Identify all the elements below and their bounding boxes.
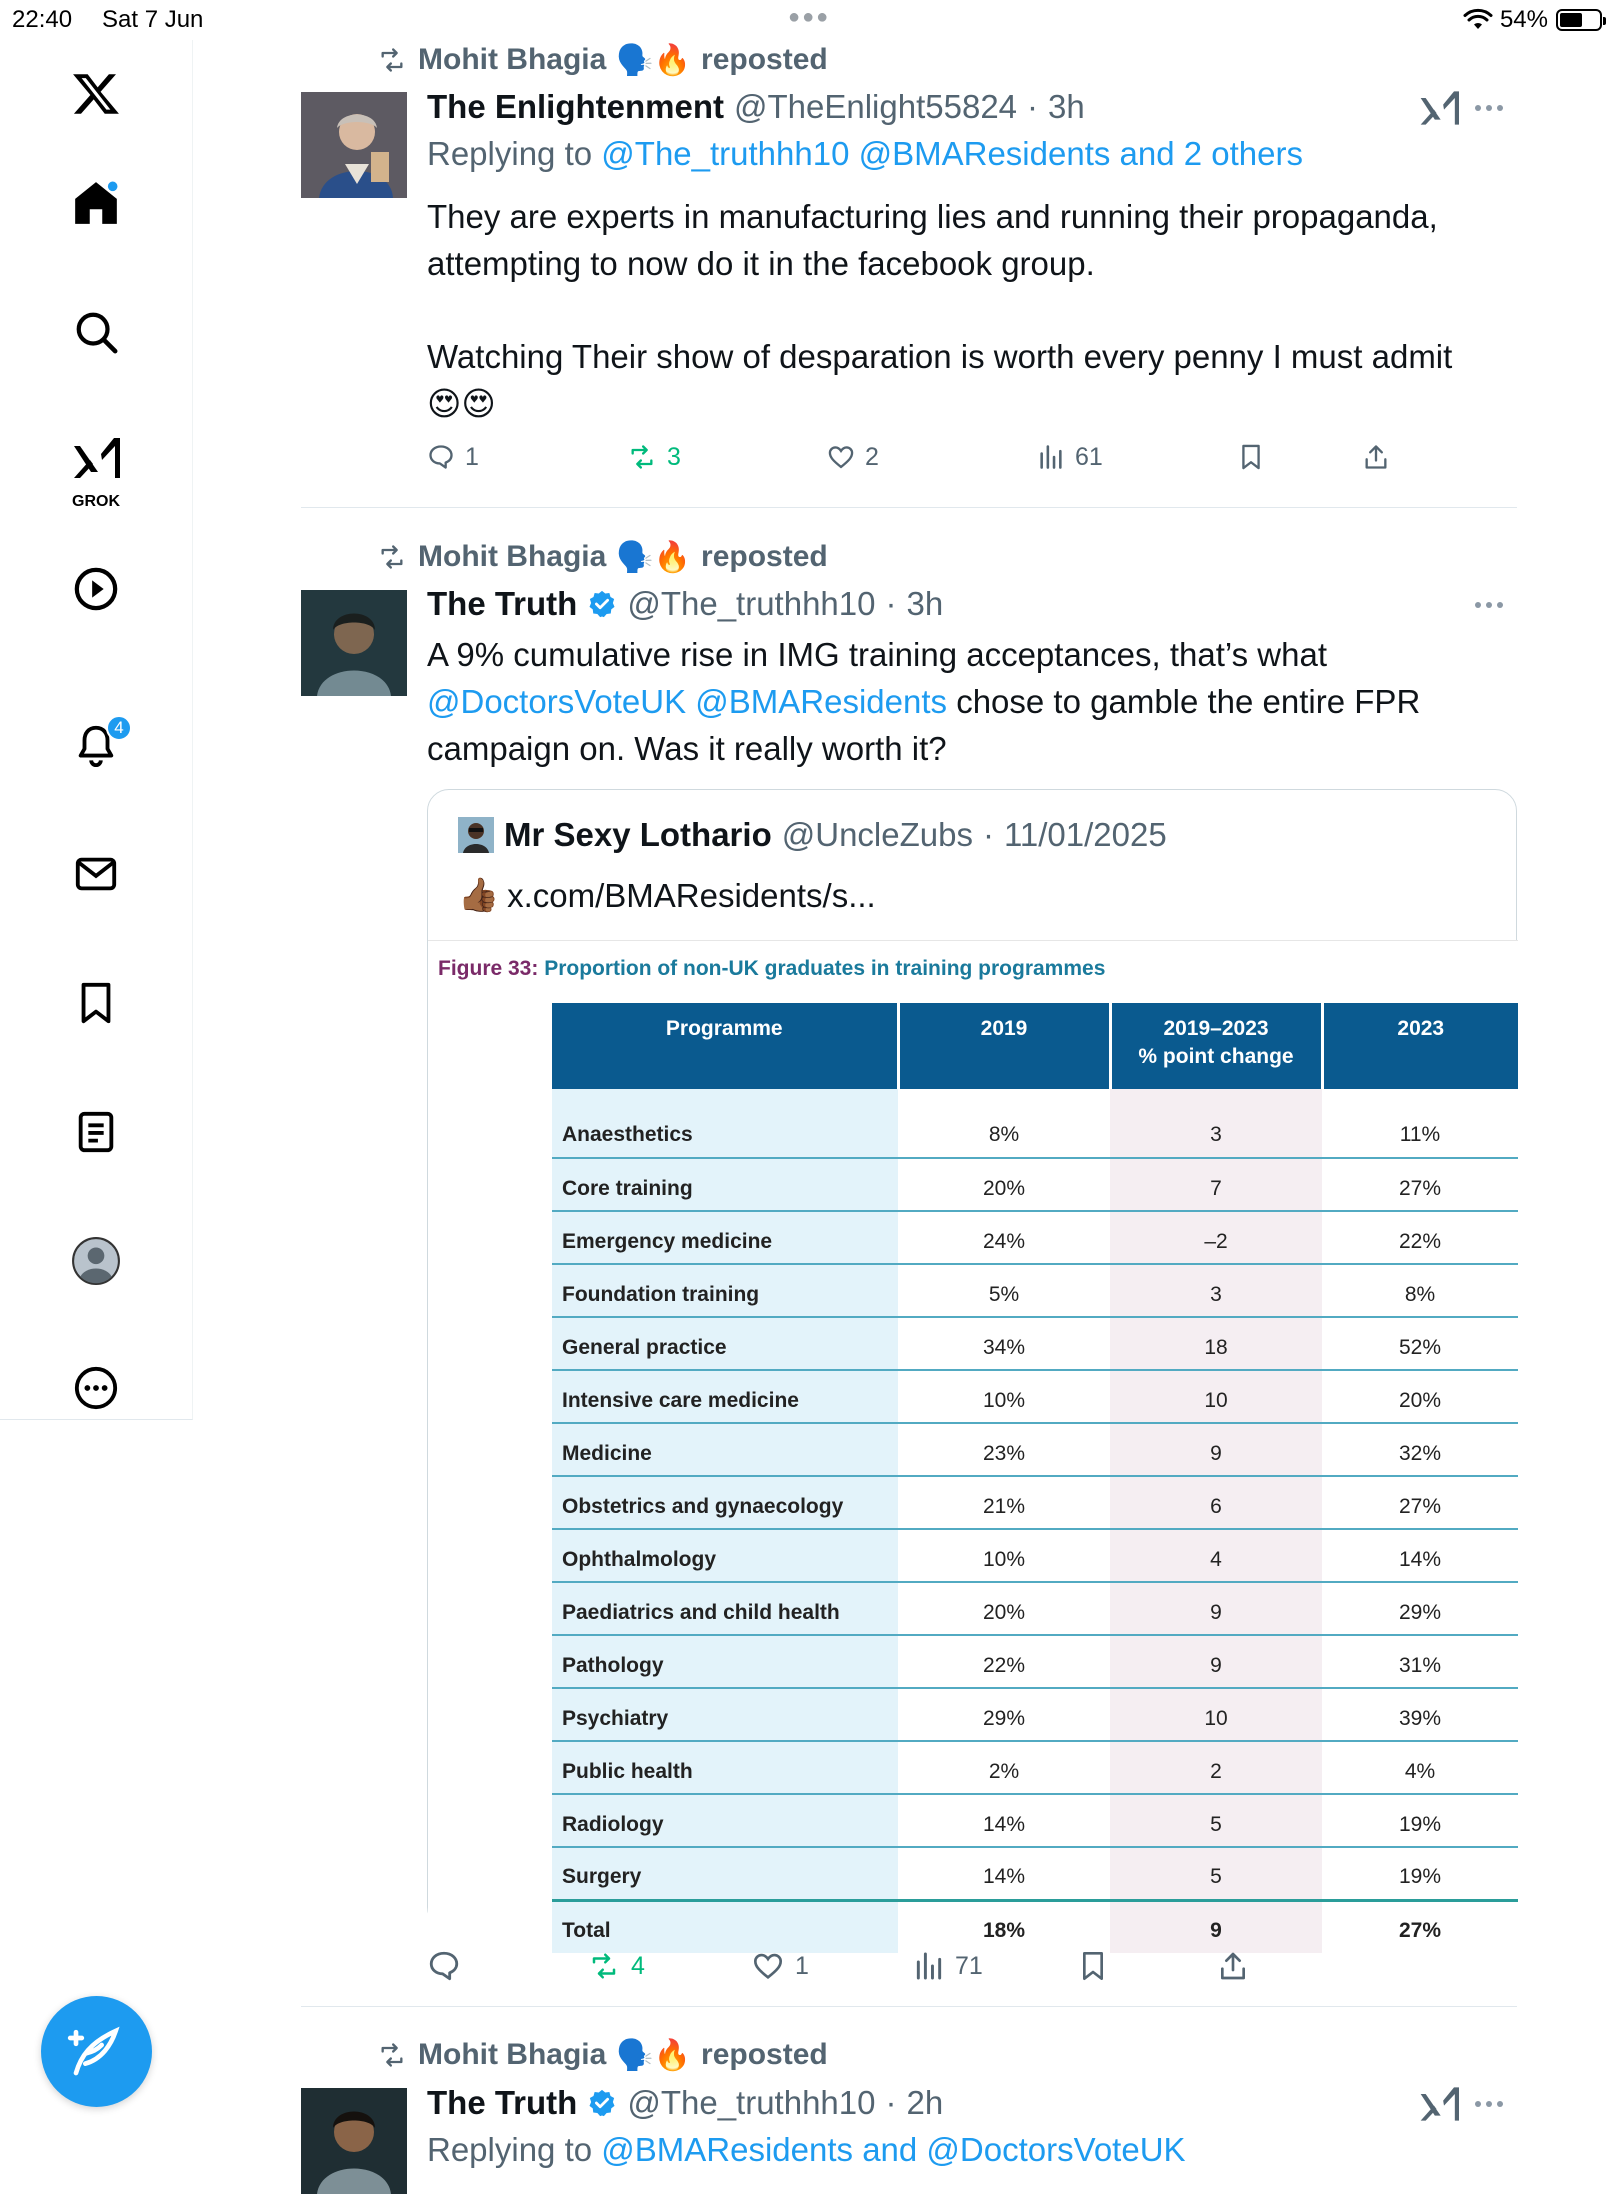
tweet-text-line: A 9% cumulative rise in IMG training acceptances, that’s what [427,636,1327,673]
table-body [552,1089,1518,1953]
separator-dot: · [1027,88,1039,125]
quote-image-table [428,940,1518,1943]
compose-icon [69,2024,125,2080]
tweet-divider [301,507,1517,508]
author-handle[interactable]: @The_truthhh10 [627,2084,876,2121]
status-date: Sat 7 Jun [102,6,204,33]
compose-button[interactable] [41,1996,152,2107]
views-count: 61 [1075,442,1103,471]
value-2023-cell: 20% [1322,1370,1518,1423]
reply-button[interactable] [427,1944,461,1988]
grok-explain-icon[interactable] [1419,88,1459,128]
share-icon [1217,1950,1249,1982]
share-button[interactable] [1362,435,1390,479]
replying-to [427,135,1303,173]
programme-cell: Foundation training [552,1264,898,1317]
more-options-icon[interactable] [1469,98,1509,118]
repost-user[interactable]: Mohit Bhagia [418,43,607,76]
repost-count: 4 [631,1951,645,1980]
programme-cell: General practice [552,1317,898,1370]
change-cell: 5 [1110,1794,1322,1847]
table-row [552,1476,1518,1529]
change-cell: 2 [1110,1741,1322,1794]
bookmark-button[interactable] [1237,435,1265,479]
notifications-badge: 4 [106,715,132,741]
change-cell: 18 [1110,1317,1322,1370]
column-header: 2019 [898,1003,1110,1089]
repost-user[interactable]: Mohit Bhagia [418,2038,607,2071]
grok-label: GROK [72,493,120,510]
value-2023-cell: 11% [1322,1105,1518,1158]
table-row [552,1529,1518,1582]
programme-cell: Emergency medicine [552,1211,898,1264]
repost-emoji: 🗣️🔥 [616,43,692,77]
tweet-mentions[interactable]: @DoctorsVoteUK @BMAResidents [427,683,948,720]
like-count: 1 [795,1951,809,1980]
tweet-actions [427,1944,1517,1988]
tweet-text-line [427,678,1497,725]
change-cell: 9 [1110,1635,1322,1688]
wifi-icon [1464,9,1492,31]
total-2019-cell: 18% [898,1900,1110,1953]
repost-context [376,537,828,577]
value-2023-cell: 19% [1322,1847,1518,1900]
tweet-time[interactable]: 2h [906,2084,944,2121]
programme-cell: Medicine [552,1423,898,1476]
author-handle[interactable]: @The_truthhh10 [627,585,876,622]
table-row [552,1741,1518,1794]
share-icon [1362,443,1390,471]
programme-cell: Ophthalmology [552,1529,898,1582]
change-cell: 9 [1110,1582,1322,1635]
change-cell: 6 [1110,1476,1322,1529]
table-header-row [552,1003,1518,1089]
views-icon [1037,443,1065,471]
repost-count: 3 [667,442,681,471]
value-2023-cell: 32% [1322,1423,1518,1476]
battery-percent: 54% [1499,6,1548,33]
change-cell: 9 [1110,1423,1322,1476]
value-2023-cell: 22% [1322,1211,1518,1264]
replying-mentions[interactable]: @The_truthhh10 @BMAResidents and 2 others [601,135,1303,172]
repost-label: reposted [701,43,828,76]
verified-icon [587,589,617,619]
status-time: 22:40 [12,6,73,33]
reply-count: 1 [465,442,479,471]
total-label-cell: Total [552,1900,898,1953]
column-header: 2019–2023 % point change [1110,1003,1322,1089]
author-handle[interactable]: @TheEnlight55824 [734,88,1018,125]
quote-author-name: Mr Sexy Lothario [504,816,772,853]
lists-icon[interactable] [66,1102,126,1162]
more-options-icon[interactable] [1469,2094,1509,2114]
author-name[interactable]: The Truth [427,585,578,622]
share-button[interactable] [1217,1944,1249,1988]
programme-cell: Pathology [552,1635,898,1688]
tweet-text-line: attempting to now do it in the facebook group. [427,245,1095,282]
table-row [552,1635,1518,1688]
value-2023-cell: 39% [1322,1688,1518,1741]
reply-icon [427,1949,461,1983]
tweet-text-blank [427,287,1497,333]
status-bar [0,0,1620,40]
table-row [552,1317,1518,1370]
repost-context [376,2035,828,2075]
table-spacer [552,1089,1518,1105]
value-2019-cell: 8% [898,1105,1110,1158]
bell-icon[interactable] [66,715,126,775]
like-button[interactable] [827,435,879,479]
replying-prefix: Replying to [427,135,593,172]
quote-date: 11/01/2025 [1003,816,1167,853]
tweet-header [427,85,1085,129]
bookmark-icon [1077,1950,1109,1982]
reply-button[interactable] [427,435,479,479]
programme-cell: Psychiatry [552,1688,898,1741]
grok-explain-icon[interactable] [1419,2084,1459,2124]
tweet-text-emoji: 😍😍 [427,385,496,422]
bookmark-icon[interactable] [66,973,126,1033]
column-header: 2023 [1322,1003,1518,1089]
value-2019-cell: 21% [898,1476,1110,1529]
value-2023-cell: 31% [1322,1635,1518,1688]
value-2019-cell: 29% [898,1688,1110,1741]
value-2019-cell: 14% [898,1794,1110,1847]
thumbs-up-emoji: 👍🏾 [458,876,500,913]
separator-dot: · [982,816,994,853]
programme-cell: Core training [552,1158,898,1211]
replying-mentions[interactable]: @BMAResidents and @DoctorsVoteUK [601,2131,1186,2168]
tweet-divider [301,2006,1517,2007]
value-2019-cell: 20% [898,1158,1110,1211]
quote-header [458,816,1167,854]
more-icon[interactable] [66,1358,126,1418]
multitask-dots-icon[interactable]: ●●● [788,6,831,28]
search-icon[interactable] [66,302,126,362]
repost-button[interactable] [627,435,681,479]
verified-icon [587,2088,617,2118]
quoted-tweet[interactable] [427,789,1517,1943]
quote-text [458,876,876,915]
like-button[interactable] [751,1944,809,1988]
change-cell: 10 [1110,1370,1322,1423]
value-2023-cell: 4% [1322,1741,1518,1794]
repost-icon [376,2041,408,2069]
total-change-cell: 9 [1110,1900,1322,1953]
repost-icon [627,443,657,471]
tweet-actions [427,435,1517,479]
change-cell: 3 [1110,1105,1322,1158]
programme-cell: Radiology [552,1794,898,1847]
separator-dot: · [885,585,897,622]
programme-cell: Paediatrics and child health [552,1582,898,1635]
table-row [552,1847,1518,1900]
value-2019-cell: 24% [898,1211,1110,1264]
home-icon[interactable] [66,173,126,233]
mail-icon[interactable] [66,844,126,904]
tweet-text-line: campaign on. Was it really worth it? [427,730,947,767]
tweet-text-line: Watching Their show of desparation is worth every penny I must admit [427,338,1453,375]
repost-label: reposted [701,2038,828,2071]
value-2023-cell: 27% [1322,1476,1518,1529]
tweet-time[interactable]: 3h [906,585,944,622]
value-2019-cell: 20% [898,1582,1110,1635]
value-2023-cell: 52% [1322,1317,1518,1370]
x-logo-icon[interactable] [66,64,126,124]
repost-icon [376,46,408,74]
views-icon [913,1950,945,1982]
video-icon[interactable] [66,559,126,619]
change-cell: 4 [1110,1529,1322,1582]
repost-icon [587,1951,621,1981]
value-2019-cell: 34% [898,1317,1110,1370]
views-button[interactable] [913,1944,983,1988]
value-2019-cell: 23% [898,1423,1110,1476]
value-2019-cell: 2% [898,1741,1110,1794]
value-2023-cell: 27% [1322,1158,1518,1211]
value-2023-cell: 14% [1322,1529,1518,1582]
change-cell: 10 [1110,1688,1322,1741]
bookmark-button[interactable] [1077,1944,1109,1988]
value-2019-cell: 14% [898,1847,1110,1900]
status-right [1464,6,1602,34]
programme-cell: Obstetrics and gynaecology [552,1476,898,1529]
table-row [552,1264,1518,1317]
views-count: 71 [955,1951,983,1980]
programme-cell: Surgery [552,1847,898,1900]
quote-author-handle: @UncleZubs [781,816,973,853]
table-row [552,1211,1518,1264]
author-name[interactable]: The Enlightenment [427,88,724,125]
table-row [552,1158,1518,1211]
table-row [552,1794,1518,1847]
value-2019-cell: 10% [898,1370,1110,1423]
tweet-header [427,2081,943,2125]
figure-number: Figure 33: [438,957,539,980]
figure-caption: Proportion of non-UK graduates in training programmes [544,957,1106,980]
total-2023-cell: 27% [1322,1900,1518,1953]
quote-link-text: x.com/BMAResidents/s... [507,876,876,914]
tweet-text-line: They are experts in manufacturing lies and running their propaganda, [427,198,1438,235]
avatar[interactable] [301,590,407,696]
reply-icon [427,443,455,471]
table-row [552,1423,1518,1476]
tweet-text [427,631,1497,772]
repost-user[interactable]: Mohit Bhagia [418,540,607,573]
repost-context [376,40,828,80]
like-count: 2 [865,442,879,471]
repost-icon [376,543,408,571]
avatar[interactable] [301,92,407,198]
repost-emoji: 🗣️🔥 [616,2038,692,2072]
tweet-text-fragment: chose to gamble the entire FPR [947,683,1421,720]
replying-to [427,2131,1186,2169]
quote-avatar [458,817,494,853]
views-button[interactable] [1037,435,1103,479]
value-2023-cell: 29% [1322,1582,1518,1635]
replying-prefix: Replying to [427,2131,593,2168]
like-icon [827,443,855,471]
value-2023-cell: 8% [1322,1264,1518,1317]
column-header: Programme [552,1003,898,1089]
table-row [552,1105,1518,1158]
profile-icon[interactable] [66,1231,126,1291]
programme-cell: Anaesthetics [552,1105,898,1158]
repost-emoji: 🗣️🔥 [616,540,692,574]
like-icon [751,1950,785,1982]
battery-icon [1556,9,1602,31]
table-row [552,1370,1518,1423]
grok-icon[interactable] [66,425,126,510]
data-table [552,1003,1518,1953]
change-cell: 3 [1110,1264,1322,1317]
avatar[interactable] [301,2088,407,2194]
change-cell: –2 [1110,1211,1322,1264]
value-2023-cell: 19% [1322,1794,1518,1847]
figure-title [438,957,1105,981]
value-2019-cell: 10% [898,1529,1110,1582]
value-2019-cell: 5% [898,1264,1110,1317]
programme-cell: Intensive care medicine [552,1370,898,1423]
repost-button[interactable] [587,1944,645,1988]
tweet-time[interactable]: 3h [1048,88,1085,125]
table-row [552,1688,1518,1741]
more-options-icon[interactable] [1469,595,1509,615]
sidebar [0,40,193,1420]
author-name[interactable]: The Truth [427,2084,578,2121]
change-cell: 7 [1110,1158,1322,1211]
tweet-header [427,582,943,626]
tweet-text [427,193,1497,427]
separator-dot: · [885,2084,897,2121]
value-2019-cell: 22% [898,1635,1110,1688]
repost-label: reposted [701,540,828,573]
bookmark-icon [1237,443,1265,471]
change-cell: 5 [1110,1847,1322,1900]
programme-cell: Public health [552,1741,898,1794]
table-row [552,1582,1518,1635]
